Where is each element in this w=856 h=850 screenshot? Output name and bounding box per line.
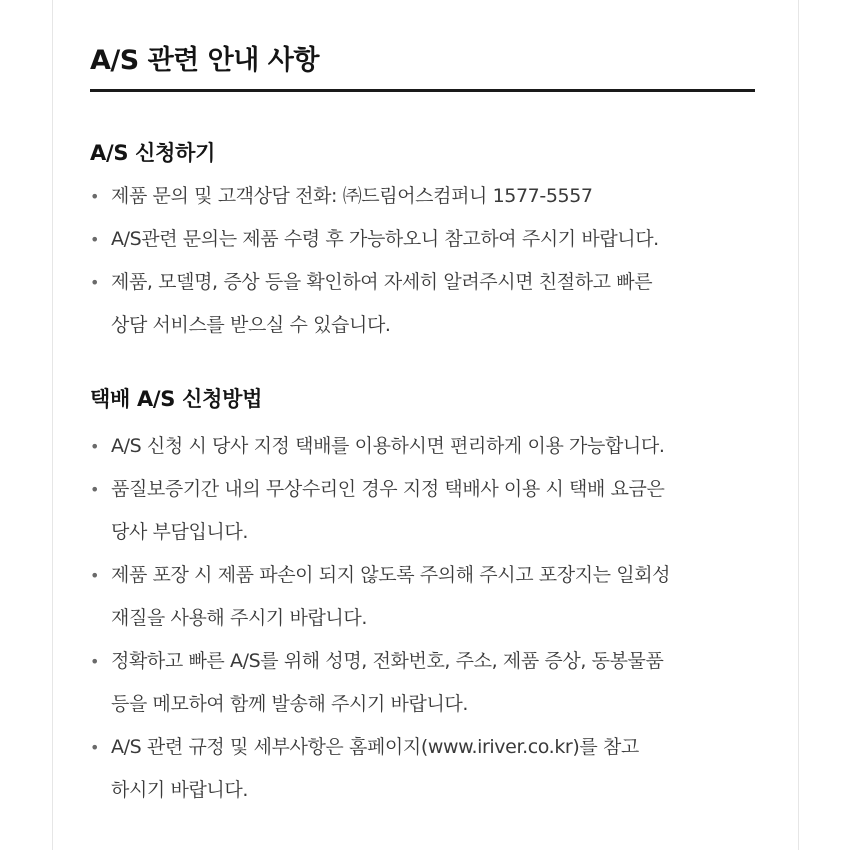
list-item-text: A/S 관련 규정 및 세부사항은 홈페이지(www.iriver.co.kr)를 참고 bbox=[111, 736, 639, 758]
bullet-icon: • bbox=[90, 738, 100, 757]
list-item bbox=[90, 640, 770, 726]
list-item bbox=[90, 726, 770, 812]
list-item bbox=[90, 261, 770, 347]
bullet-icon: • bbox=[90, 273, 100, 292]
list-item-text: 재질을 사용해 주시기 바랍니다. bbox=[111, 607, 367, 629]
list-item-text: A/S관련 문의는 제품 수령 후 가능하오니 참고하여 주시기 바랍니다. bbox=[111, 228, 659, 250]
bullet-icon: • bbox=[90, 437, 100, 456]
list-item-text: 상담 서비스를 받으실 수 있습니다. bbox=[111, 314, 391, 336]
list-item-text: 제품 문의 및 고객상담 전화: ㈜드림어스컴퍼니 1577-5557 bbox=[111, 185, 593, 207]
list-item bbox=[90, 218, 770, 261]
list-item-text: 품질보증기간 내의 무상수리인 경우 지정 택배사 이용 시 택배 요금은 bbox=[111, 478, 665, 500]
bullet-icon: • bbox=[90, 187, 100, 206]
list-item bbox=[90, 468, 770, 554]
as-request-list bbox=[90, 175, 770, 347]
list-item-text: 하시기 바랍니다. bbox=[111, 779, 248, 801]
parcel-as-list bbox=[90, 425, 770, 812]
list-item-text: 정확하고 빠른 A/S를 위해 성명, 전화번호, 주소, 제품 증상, 동봉물품 bbox=[111, 650, 664, 672]
section-heading-parcel-as: 택배 A/S 신청방법 bbox=[90, 387, 263, 411]
list-item-text: A/S 신청 시 당사 지정 택배를 이용하시면 편리하게 이용 가능합니다. bbox=[111, 435, 665, 457]
list-item-text: 제품 포장 시 제품 파손이 되지 않도록 주의해 주시고 포장지는 일회성 bbox=[111, 564, 671, 586]
list-item-text: 당사 부담입니다. bbox=[111, 521, 248, 543]
list-item bbox=[90, 554, 770, 640]
bullet-icon: • bbox=[90, 566, 100, 585]
bullet-icon: • bbox=[90, 230, 100, 249]
list-item bbox=[90, 425, 770, 468]
title-divider bbox=[90, 89, 755, 92]
list-item bbox=[90, 175, 770, 218]
bullet-icon: • bbox=[90, 480, 100, 499]
page-title: A/S 관련 안내 사항 bbox=[90, 45, 319, 76]
list-item-text: 제품, 모델명, 증상 등을 확인하여 자세히 알려주시면 친절하고 빠른 bbox=[111, 271, 653, 293]
list-item-text: 등을 메모하여 함께 발송해 주시기 바랍니다. bbox=[111, 693, 469, 715]
bullet-icon: • bbox=[90, 652, 100, 671]
section-heading-as-request: A/S 신청하기 bbox=[90, 141, 216, 165]
